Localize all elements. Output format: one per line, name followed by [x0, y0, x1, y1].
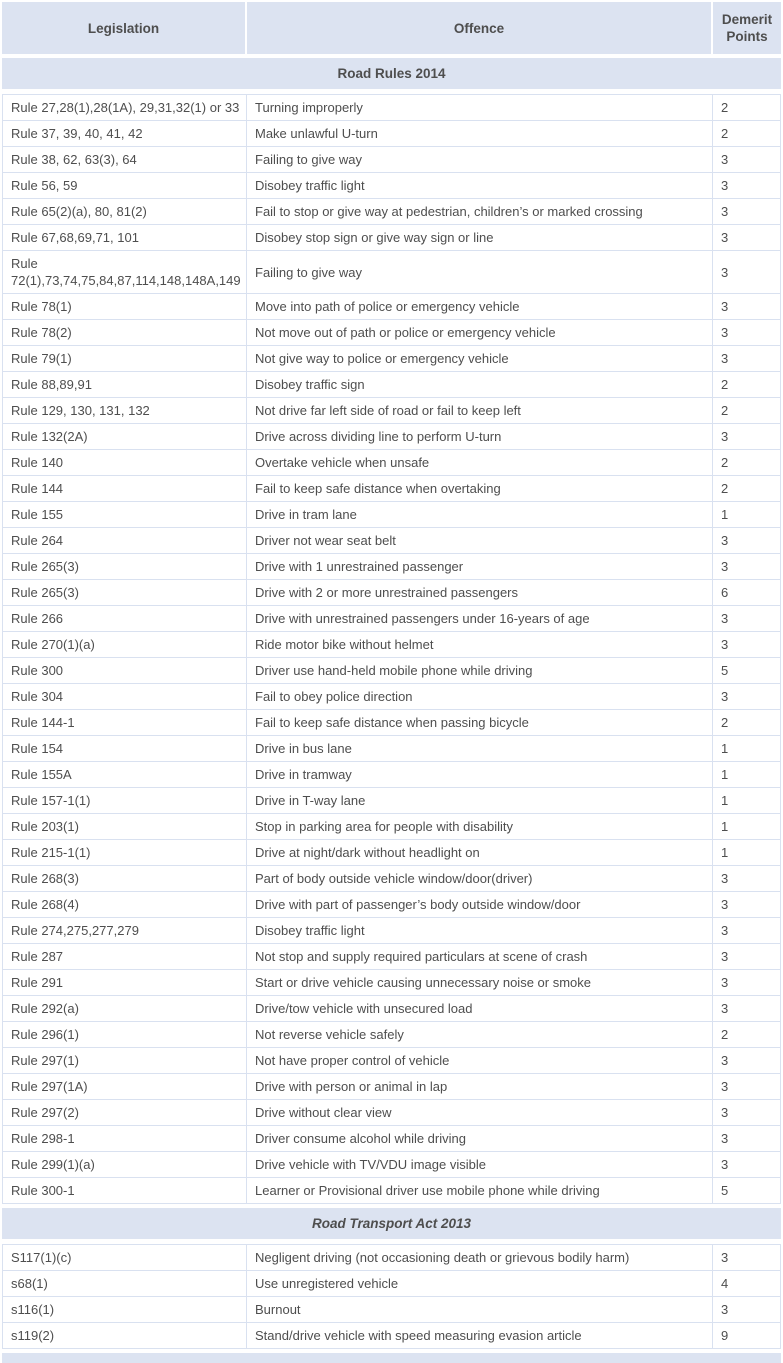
table-row: [2, 1152, 781, 1178]
legislation-cell: Rule 157-1(1): [2, 788, 247, 814]
section-row: [2, 1204, 781, 1244]
offence-cell: Start or drive vehicle causing unnecessary noise or smoke: [247, 970, 713, 996]
points-cell: 1: [713, 788, 781, 814]
legislation-cell: Rule 287: [2, 944, 247, 970]
legislation-cell: Rule 297(1): [2, 1048, 247, 1074]
legislation-cell: Rule 274,275,277,279: [2, 918, 247, 944]
points-cell: 3: [713, 199, 781, 225]
offence-cell: Not drive far left side of road or fail to keep left: [247, 398, 713, 424]
legislation-cell: Rule 300-1: [2, 1178, 247, 1204]
points-cell: 3: [713, 866, 781, 892]
table-row: [2, 251, 781, 294]
section-title: Road Transport Act 2013: [2, 1204, 781, 1244]
table-row: [2, 225, 781, 251]
points-cell: 5: [713, 1178, 781, 1204]
offence-cell: Drive/tow vehicle with unsecured load: [247, 996, 713, 1022]
offence-cell: Ride motor bike without helmet: [247, 632, 713, 658]
legislation-cell: Rule 298-1: [2, 1126, 247, 1152]
points-cell: 3: [713, 1297, 781, 1323]
points-cell: 3: [713, 1152, 781, 1178]
table-row: [2, 814, 781, 840]
table-row: [2, 840, 781, 866]
points-cell: 2: [713, 372, 781, 398]
points-cell: 2: [713, 94, 781, 121]
table-row: [2, 684, 781, 710]
legislation-cell: Rule 268(3): [2, 866, 247, 892]
offence-cell: Drive with part of passenger’s body outside window/door: [247, 892, 713, 918]
table-row: [2, 199, 781, 225]
points-cell: 2: [713, 1022, 781, 1048]
points-cell: 1: [713, 736, 781, 762]
points-cell: 3: [713, 1074, 781, 1100]
offence-cell: Drive vehicle with TV/VDU image visible: [247, 1152, 713, 1178]
points-cell: 3: [713, 996, 781, 1022]
offence-cell: Drive across dividing line to perform U-turn: [247, 424, 713, 450]
points-cell: 2: [713, 450, 781, 476]
table-row: [2, 121, 781, 147]
legislation-cell: Rule 78(2): [2, 320, 247, 346]
legislation-cell: Rule 270(1)(a): [2, 632, 247, 658]
table-row: [2, 1178, 781, 1204]
offence-cell: Overtake vehicle when unsafe: [247, 450, 713, 476]
legislation-cell: Rule 265(3): [2, 554, 247, 580]
table-row: [2, 1074, 781, 1100]
legislation-cell: Rule 67,68,69,71, 101: [2, 225, 247, 251]
truncated-section-band: [2, 1349, 781, 1363]
points-cell: 3: [713, 173, 781, 199]
legislation-cell: Rule 155A: [2, 762, 247, 788]
legislation-cell: s116(1): [2, 1297, 247, 1323]
offence-cell: Drive with 2 or more unrestrained passengers: [247, 580, 713, 606]
legislation-cell: Rule 297(2): [2, 1100, 247, 1126]
table-row: [2, 528, 781, 554]
points-cell: 3: [713, 1126, 781, 1152]
truncated-section-row: [2, 1349, 781, 1363]
table-row: [2, 658, 781, 684]
table-row: [2, 294, 781, 320]
points-cell: 3: [713, 606, 781, 632]
points-cell: 1: [713, 502, 781, 528]
legislation-cell: Rule 78(1): [2, 294, 247, 320]
offence-cell: Driver not wear seat belt: [247, 528, 713, 554]
table-row: [2, 1323, 781, 1349]
legislation-cell: Rule 27,28(1),28(1A), 29,31,32(1) or 33: [2, 94, 247, 121]
table-row: [2, 580, 781, 606]
points-cell: 3: [713, 554, 781, 580]
points-cell: 3: [713, 346, 781, 372]
section-row: [2, 58, 781, 94]
table-row: [2, 476, 781, 502]
offence-cell: Move into path of police or emergency vehicle: [247, 294, 713, 320]
table-row: [2, 1244, 781, 1271]
points-cell: 1: [713, 840, 781, 866]
offence-cell: Fail to keep safe distance when overtaking: [247, 476, 713, 502]
points-cell: 3: [713, 892, 781, 918]
table-row: [2, 736, 781, 762]
table-row: [2, 320, 781, 346]
offence-cell: Learner or Provisional driver use mobile phone while driving: [247, 1178, 713, 1204]
legislation-cell: Rule 292(a): [2, 996, 247, 1022]
offence-cell: Driver consume alcohol while driving: [247, 1126, 713, 1152]
offence-cell: Not reverse vehicle safely: [247, 1022, 713, 1048]
points-cell: 4: [713, 1271, 781, 1297]
offence-cell: Stop in parking area for people with disability: [247, 814, 713, 840]
offence-cell: Drive at night/dark without headlight on: [247, 840, 713, 866]
offence-cell: Drive in bus lane: [247, 736, 713, 762]
points-cell: 3: [713, 684, 781, 710]
table-row: [2, 710, 781, 736]
points-cell: 9: [713, 1323, 781, 1349]
table-row: [2, 450, 781, 476]
offence-cell: Fail to obey police direction: [247, 684, 713, 710]
offence-cell: Not move out of path or police or emergency vehicle: [247, 320, 713, 346]
table-row: [2, 632, 781, 658]
legislation-cell: Rule 299(1)(a): [2, 1152, 247, 1178]
offence-cell: Drive without clear view: [247, 1100, 713, 1126]
offence-cell: Disobey traffic light: [247, 173, 713, 199]
offence-cell: Negligent driving (not occasioning death or grievous bodily harm): [247, 1244, 713, 1271]
offence-cell: Not give way to police or emergency vehicle: [247, 346, 713, 372]
table-row: [2, 944, 781, 970]
legislation-cell: Rule 129, 130, 131, 132: [2, 398, 247, 424]
points-cell: 3: [713, 528, 781, 554]
offence-cell: Drive in T-way lane: [247, 788, 713, 814]
offence-cell: Part of body outside vehicle window/door(driver): [247, 866, 713, 892]
points-cell: 3: [713, 320, 781, 346]
legislation-cell: S117(1)(c): [2, 1244, 247, 1271]
table-row: [2, 1022, 781, 1048]
table-row: [2, 788, 781, 814]
offence-cell: Not stop and supply required particulars at scene of crash: [247, 944, 713, 970]
offence-cell: Drive with person or animal in lap: [247, 1074, 713, 1100]
table-row: [2, 1297, 781, 1323]
table-row: [2, 1271, 781, 1297]
offence-cell: Disobey traffic sign: [247, 372, 713, 398]
points-cell: 3: [713, 225, 781, 251]
legislation-cell: Rule 144: [2, 476, 247, 502]
points-cell: 3: [713, 251, 781, 294]
offence-cell: Drive with unrestrained passengers under 16-years of age: [247, 606, 713, 632]
legislation-cell: Rule 297(1A): [2, 1074, 247, 1100]
table-row: [2, 554, 781, 580]
points-cell: 3: [713, 632, 781, 658]
table-body: [2, 58, 781, 1363]
legislation-cell: Rule 88,89,91: [2, 372, 247, 398]
offence-cell: Stand/drive vehicle with speed measuring evasion article: [247, 1323, 713, 1349]
legislation-cell: s119(2): [2, 1323, 247, 1349]
points-cell: 3: [713, 970, 781, 996]
offence-cell: Failing to give way: [247, 251, 713, 294]
header-row: [2, 2, 781, 58]
legislation-cell: Rule 65(2)(a), 80, 81(2): [2, 199, 247, 225]
points-cell: 1: [713, 814, 781, 840]
table-row: [2, 892, 781, 918]
legislation-cell: Rule 291: [2, 970, 247, 996]
points-cell: 2: [713, 398, 781, 424]
offence-cell: Disobey traffic light: [247, 918, 713, 944]
points-cell: 2: [713, 476, 781, 502]
offence-cell: Fail to keep safe distance when passing bicycle: [247, 710, 713, 736]
demerit-points-table: [2, 2, 781, 1363]
offence-cell: Drive in tram lane: [247, 502, 713, 528]
table-row: [2, 424, 781, 450]
legislation-cell: Rule 140: [2, 450, 247, 476]
legislation-cell: Rule 265(3): [2, 580, 247, 606]
offence-cell: Drive in tramway: [247, 762, 713, 788]
legislation-cell: Rule 266: [2, 606, 247, 632]
offence-cell: Make unlawful U-turn: [247, 121, 713, 147]
offence-cell: Driver use hand-held mobile phone while driving: [247, 658, 713, 684]
points-cell: 3: [713, 1100, 781, 1126]
points-cell: 3: [713, 1048, 781, 1074]
points-cell: 3: [713, 294, 781, 320]
section-title: Road Rules 2014: [2, 58, 781, 94]
table-row: [2, 94, 781, 121]
legislation-cell: Rule 79(1): [2, 346, 247, 372]
legislation-cell: Rule 37, 39, 40, 41, 42: [2, 121, 247, 147]
table-header: [2, 2, 781, 58]
legislation-cell: Rule 155: [2, 502, 247, 528]
offence-cell: Disobey stop sign or give way sign or line: [247, 225, 713, 251]
legislation-cell: Rule 56, 59: [2, 173, 247, 199]
legislation-cell: Rule 300: [2, 658, 247, 684]
points-cell: 3: [713, 918, 781, 944]
points-cell: 5: [713, 658, 781, 684]
table-row: [2, 346, 781, 372]
legislation-cell: Rule 268(4): [2, 892, 247, 918]
table-row: [2, 372, 781, 398]
legislation-cell: Rule 203(1): [2, 814, 247, 840]
points-cell: 2: [713, 710, 781, 736]
points-cell: 3: [713, 944, 781, 970]
offence-cell: Not have proper control of vehicle: [247, 1048, 713, 1074]
legislation-cell: Rule 132(2A): [2, 424, 247, 450]
legislation-cell: Rule 304: [2, 684, 247, 710]
table-row: [2, 970, 781, 996]
legislation-cell: Rule 215-1(1): [2, 840, 247, 866]
points-cell: 2: [713, 121, 781, 147]
points-cell: 3: [713, 1244, 781, 1271]
table-row: [2, 173, 781, 199]
legislation-cell: Rule 144-1: [2, 710, 247, 736]
table-row: [2, 606, 781, 632]
offence-cell: Fail to stop or give way at pedestrian, children’s or marked crossing: [247, 199, 713, 225]
legislation-cell: Rule 72(1),73,74,75,84,87,114,148,148A,149: [2, 251, 247, 294]
offence-cell: Failing to give way: [247, 147, 713, 173]
table-row: [2, 918, 781, 944]
table-row: [2, 398, 781, 424]
legislation-cell: Rule 296(1): [2, 1022, 247, 1048]
legislation-cell: Rule 264: [2, 528, 247, 554]
table-row: [2, 1126, 781, 1152]
table-row: [2, 1048, 781, 1074]
table-row: [2, 1100, 781, 1126]
table-row: [2, 147, 781, 173]
column-header-legislation: Legislation: [2, 2, 247, 58]
table-row: [2, 762, 781, 788]
points-cell: 1: [713, 762, 781, 788]
points-cell: 6: [713, 580, 781, 606]
offence-cell: Drive with 1 unrestrained passenger: [247, 554, 713, 580]
points-cell: 3: [713, 147, 781, 173]
legislation-cell: s68(1): [2, 1271, 247, 1297]
legislation-cell: Rule 38, 62, 63(3), 64: [2, 147, 247, 173]
table-row: [2, 502, 781, 528]
column-header-demerit-points: Demerit Points: [713, 2, 781, 58]
table-row: [2, 866, 781, 892]
offence-cell: Burnout: [247, 1297, 713, 1323]
table-row: [2, 996, 781, 1022]
offence-cell: Use unregistered vehicle: [247, 1271, 713, 1297]
offence-cell: Turning improperly: [247, 94, 713, 121]
column-header-offence: Offence: [247, 2, 713, 58]
legislation-cell: Rule 154: [2, 736, 247, 762]
points-cell: 3: [713, 424, 781, 450]
